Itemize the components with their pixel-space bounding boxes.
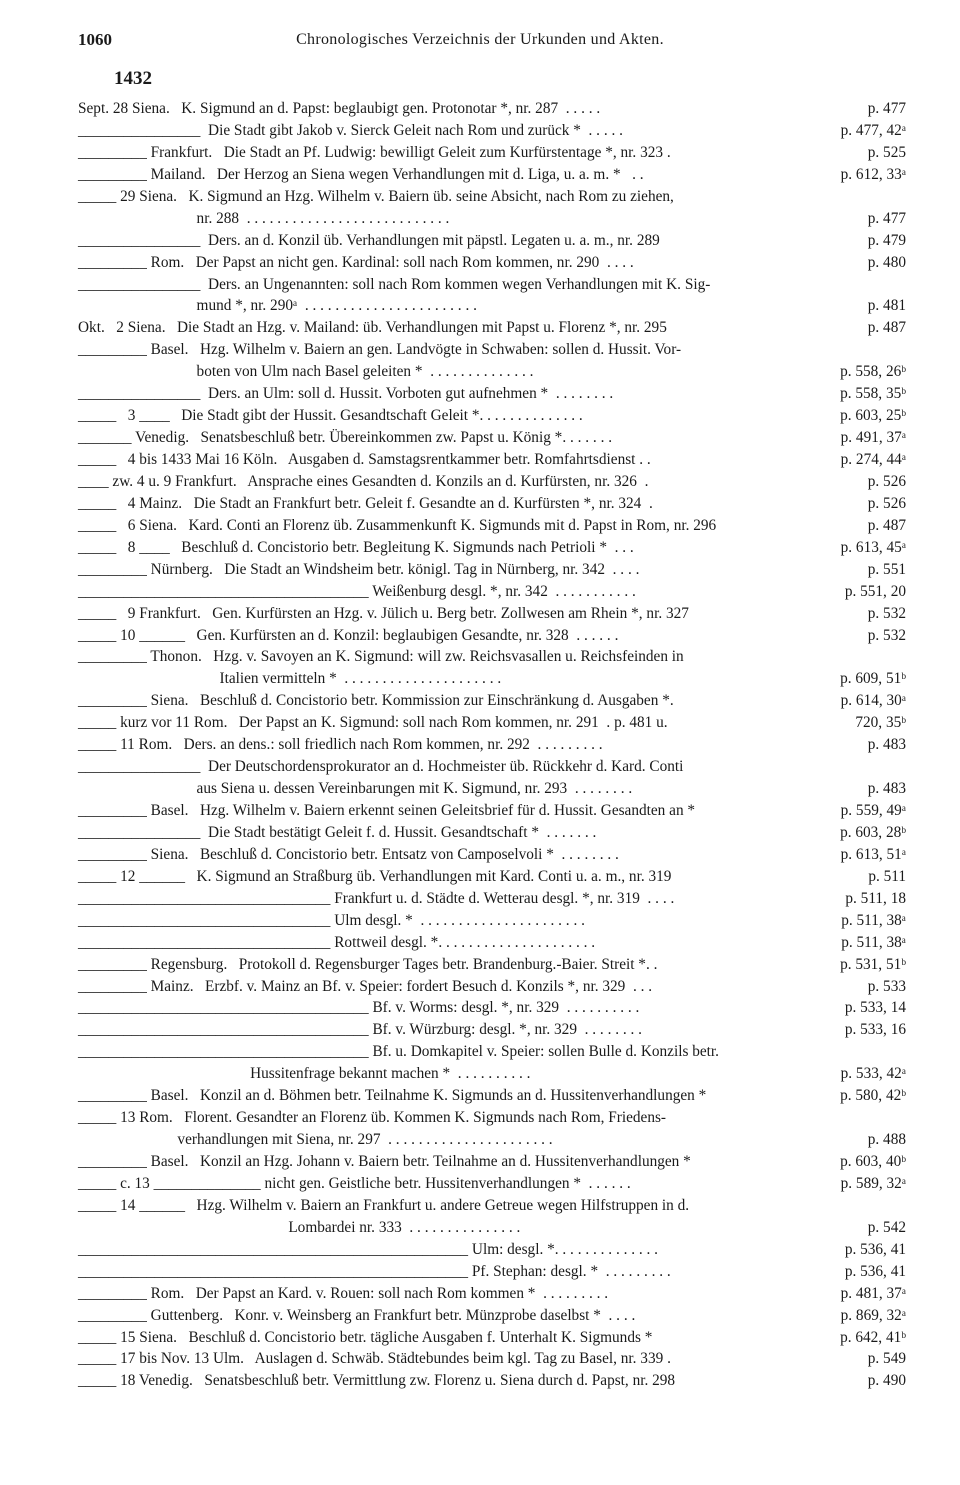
entry-text: _____ 12 ______ K. Sigmund an Straßburg üb. Verhandlungen mit Kard. Conti u. a. m., nr. 319	[78, 867, 672, 885]
entry-line	[0, 361, 960, 383]
entry-line	[0, 1327, 960, 1349]
entry-text: verhandlungen mit Siena, nr. 297 . . . . . . . . . . . . . . . . . . . . . .	[78, 1131, 553, 1149]
entry-line	[0, 339, 960, 361]
page-reference: p. 477	[867, 100, 906, 117]
entry-text: _________ Nürnberg. Die Stadt an Windsheim betr. königl. Tag in Nürnberg, nr. 342 . . . .	[78, 560, 640, 578]
entry-text: _________ Siena. Beschluß d. Concistorio betr. Kommission zur Einschränkung d. Ausgaben *.	[78, 692, 674, 710]
entry-line	[0, 1348, 960, 1370]
entry-line	[0, 252, 960, 274]
entry-line	[0, 1173, 960, 1195]
entry-text: ____ zw. 4 u. 9 Frankfurt. Ansprache eines Gesandten d. Konzils an d. Kurfürsten, nr. 326 .	[78, 472, 649, 490]
entry-line	[0, 910, 960, 932]
page-reference: p. 533	[867, 977, 906, 995]
entry-text: ___________________________________________________ Ulm: desgl. *. . . . . . . . . . . . . .	[78, 1240, 659, 1258]
entry-line	[0, 295, 960, 317]
entry-line	[0, 976, 960, 998]
entry-text: _________ Mailand. Der Herzog an Siena wegen Verhandlungen mit d. Liga, u. a. m. * . .	[78, 165, 644, 183]
page-reference: p. 869, 32ᵃ	[840, 1306, 906, 1324]
entry-text: _________ Siena. Beschluß d. Concistorio betr. Entsatz von Camposelvoli * . . . . . . . .	[78, 845, 619, 863]
page-reference: p. 603, 25ᵇ	[840, 407, 906, 425]
entry-line	[0, 317, 960, 339]
entry-line	[0, 1019, 960, 1041]
entry-text: _________ Regensburg. Protokoll d. Regensburger Tages betr. Brandenburg.-Baier. Streit *. .	[78, 955, 658, 973]
entry-line	[0, 1085, 960, 1107]
entry-text: _____ 29 Siena. K. Sigmund an Hzg. Wilhelm v. Baiern üb. seine Absicht, nach Rom zu ziehen,	[78, 187, 674, 205]
entry-text: nr. 288 . . . . . . . . . . . . . . . . . . . . . . . . . . .	[78, 209, 450, 227]
entry-line	[0, 274, 960, 296]
page-reference: p. 580, 42ᵇ	[840, 1087, 906, 1105]
entry-line	[0, 997, 960, 1019]
entry-text: mund *, nr. 290ᵃ . . . . . . . . . . . . . . . . . . . . . . .	[78, 297, 477, 315]
page-reference: p. 483	[867, 780, 906, 798]
page-reference: p. 551, 20	[844, 582, 906, 600]
page-number: 1060	[78, 30, 112, 49]
page-reference: p. 477, 42ᵃ	[840, 121, 906, 139]
entry-line	[0, 581, 960, 603]
entry-line	[0, 208, 960, 230]
entry-line	[0, 844, 960, 866]
entry-line	[0, 1195, 960, 1217]
entry-text: ________________ Ders. an d. Konzil üb. Verhandlungen mit päpstl. Legaten u. a. m., nr. 289	[78, 231, 660, 249]
entry-text: _____ 9 Frankfurt. Gen. Kurfürsten an Hzg. v. Jülich u. Berg betr. Zollwesen am Rhein *, nr. 327	[78, 604, 689, 622]
entry-text: ______________________________________ Bf. u. Domkapitel v. Speier: sollen Bulle d. Konzils betr.	[78, 1043, 720, 1061]
entry-line	[0, 559, 960, 581]
page-reference: p. 614, 30ᵃ	[840, 692, 906, 710]
page-reference: p. 536, 41	[844, 1240, 906, 1258]
entry-line	[0, 427, 960, 449]
entry-text: _________ Mainz. Erzbf. v. Mainz an Bf. v. Speier: fordert Besuch d. Konzils *, nr. 329 . . .	[78, 977, 653, 995]
page-reference: p. 479	[867, 231, 906, 249]
page-reference: p. 531, 51ᵇ	[840, 955, 906, 973]
page-reference: p. 549	[867, 1350, 906, 1368]
entry-line	[0, 1370, 960, 1392]
entry-line	[0, 449, 960, 471]
entry-text: Italien vermitteln * . . . . . . . . . . . . . . . . . . . . .	[78, 670, 502, 688]
entry-text: _____ c. 13 ______________ nicht gen. Geistliche betr. Hussitenverhandlungen * . . . . . .	[78, 1174, 631, 1192]
entry-line	[0, 888, 960, 910]
page-reference: p. 526	[867, 494, 906, 512]
entry-list	[0, 98, 960, 1392]
page-reference: p. 477	[867, 209, 906, 227]
page-reference: p. 511, 18	[845, 889, 906, 907]
entry-text: ________________ Ders. an Ungenannten: soll nach Rom kommen wegen Verhandlungen mit K. Sig-	[78, 275, 711, 293]
entry-line	[0, 625, 960, 647]
entry-text: ________________ Die Stadt bestätigt Geleit f. d. Hussit. Gesandtschaft * . . . . . . .	[78, 823, 597, 841]
page-reference: 720, 35ᵇ	[855, 714, 906, 732]
entry-text: Sept. 28 Siena. K. Sigmund an d. Papst: beglaubigt gen. Protonotar *, nr. 287 . . . . .	[78, 100, 601, 117]
page-reference: p. 488	[867, 1131, 906, 1149]
page-reference: p. 480	[867, 253, 906, 271]
entry-line	[0, 186, 960, 208]
entry-line	[0, 230, 960, 252]
page-reference: p. 511, 38ᵃ	[841, 933, 906, 951]
page-reference: p. 532	[867, 626, 906, 644]
entry-text: _____ 3 ____ Die Stadt gibt der Hussit. Gesandtschaft Geleit *. . . . . . . . . . . . . .	[78, 407, 583, 425]
entry-line	[0, 98, 960, 120]
entry-line	[0, 537, 960, 559]
entry-line	[0, 383, 960, 405]
page-reference: p. 558, 26ᵇ	[840, 363, 906, 381]
entry-text: _________ Rom. Der Papst an nicht gen. Kardinal: soll nach Rom kommen, nr. 290 . . . .	[78, 253, 634, 271]
entry-text: _________ Frankfurt. Die Stadt an Pf. Ludwig: bewilligt Geleit zum Kurfürstentage *, nr. 323 .	[78, 143, 671, 161]
entry-text: _____ 10 ______ Gen. Kurfürsten an d. Konzil: beglaubigen Gesandte, nr. 328 . . . . . .	[78, 626, 619, 644]
entry-line	[0, 405, 960, 427]
entry-line	[0, 603, 960, 625]
entry-line	[0, 471, 960, 493]
entry-line	[0, 932, 960, 954]
page-reference: p. 274, 44ᵃ	[840, 451, 906, 468]
entry-text: _____ 14 ______ Hzg. Wilhelm v. Baiern an Frankfurt u. andere Getreue wegen Hilfstruppen in d.	[78, 1196, 690, 1214]
entry-line	[0, 1261, 960, 1283]
entry-text: Okt. 2 Siena. Die Stadt an Hzg. v. Mailand: üb. Verhandlungen mit Papst u. Florenz *, nr. 295	[78, 319, 667, 337]
page-reference: p. 487	[867, 319, 906, 337]
entry-text: ___________________________________________________ Pf. Stephan: desgl. * . . . . . . . . .	[78, 1262, 671, 1280]
entry-line	[0, 120, 960, 142]
page-reference: p. 551	[867, 560, 906, 578]
page-reference: p. 613, 45ᵃ	[840, 538, 906, 556]
year-heading: 1432	[114, 68, 152, 89]
page-reference: p. 525	[867, 143, 906, 161]
entry-text: ________________ Ders. an Ulm: soll d. Hussit. Vorboten gut aufnehmen * . . . . . . . .	[78, 385, 614, 403]
entry-text: ________________ Die Stadt gibt Jakob v. Sierck Geleit nach Rom und zurück * . . . . .	[78, 121, 623, 139]
entry-line	[0, 142, 960, 164]
entry-line	[0, 866, 960, 888]
entry-text: ______________________________________ Weißenburg desgl. *, nr. 342 . . . . . . . . . . .	[78, 582, 636, 600]
page-reference: p. 603, 40ᵇ	[840, 1153, 906, 1170]
page-reference: p. 642, 41ᵇ	[840, 1328, 906, 1346]
page-reference: p. 612, 33ᵃ	[840, 165, 906, 183]
entry-line	[0, 822, 960, 844]
entry-line	[0, 493, 960, 515]
entry-line	[0, 690, 960, 712]
entry-line	[0, 646, 960, 668]
page-reference: p. 532	[867, 604, 906, 622]
entry-text: ______________________________________ Bf. v. Worms: desgl. *, nr. 329 . . . . . . . . . .	[78, 999, 640, 1017]
page-reference: p. 491, 37ᵃ	[840, 429, 906, 447]
entry-line	[0, 954, 960, 976]
entry-text: _______ Venedig. Senatsbeschluß betr. Übereinkommen zw. Papst u. König *. . . . . . .	[78, 429, 613, 447]
entry-text: _____ 15 Siena. Beschluß d. Concistorio betr. tägliche Ausgaben f. Unterhalt K. Sigmunds *	[78, 1328, 653, 1346]
entry-text: _________ Guttenberg. Konr. v. Weinsberg an Frankfurt betr. Münzprobe daselbst * . . . .	[78, 1306, 636, 1324]
entry-line	[0, 756, 960, 778]
page-reference: p. 533, 42ᵃ	[840, 1065, 906, 1083]
page-reference: p. 487	[867, 516, 906, 534]
page-reference: p. 559, 49ᵃ	[840, 802, 906, 819]
entry-line	[0, 712, 960, 734]
page-reference: p. 533, 16	[844, 1021, 906, 1039]
page-reference: p. 542	[867, 1218, 906, 1236]
entry-text: _____ 4 Mainz. Die Stadt an Frankfurt betr. Geleit f. Gesandte an d. Kurfürsten *, nr. 324 .	[78, 494, 653, 512]
entry-text: _____ 13 Rom. Florent. Gesandter an Florenz üb. Kommen K. Sigmunds nach Rom, Friedens-	[78, 1109, 667, 1127]
entry-line	[0, 515, 960, 537]
page-reference: p. 589, 32ᵃ	[840, 1174, 906, 1192]
page-reference: p. 481, 37ᵃ	[840, 1284, 906, 1302]
entry-text: Lombardei nr. 333 . . . . . . . . . . . . . . .	[78, 1218, 521, 1236]
entry-line	[0, 1107, 960, 1129]
entry-line	[0, 1305, 960, 1327]
entry-line	[0, 778, 960, 800]
entry-line	[0, 1217, 960, 1239]
entry-line	[0, 164, 960, 186]
page-reference: p. 526	[867, 472, 906, 490]
page-reference: p. 511, 38ᵃ	[841, 911, 906, 929]
entry-text: boten von Ulm nach Basel geleiten * . . . . . . . . . . . . . .	[78, 363, 534, 381]
entry-line	[0, 668, 960, 690]
entry-text: _____ 4 bis 1433 Mai 16 Köln. Ausgaben d. Samstagsrentkammer betr. Romfahrtsdienst . .	[78, 451, 651, 468]
entry-text: _____ kurz vor 11 Rom. Der Papst an K. Sigmund: soll nach Rom kommen, nr. 291 . p. 481 u.	[78, 714, 668, 732]
entry-text: _____ 8 ____ Beschluß d. Concistorio betr. Begleitung K. Sigmunds nach Petrioli * . . .	[78, 538, 634, 556]
entry-text: _________ Basel. Hzg. Wilhelm v. Baiern an gen. Landvögte in Schwaben: sollen d. Hussit. Vor-	[78, 341, 682, 359]
entry-text: aus Siena u. dessen Vereinbarungen mit K. Sigmund, nr. 293 . . . . . . . .	[78, 780, 633, 798]
entry-text: _________________________________ Frankfurt u. d. Städte d. Wetterau desgl. *, nr. 319 . . . .	[78, 889, 675, 907]
entry-text: _________ Basel. Hzg. Wilhelm v. Baiern erkennt seinen Geleitsbrief für d. Hussit. Gesandten an *	[78, 802, 696, 819]
entry-text: _____ 11 Rom. Ders. an dens.: soll friedlich nach Rom kommen, nr. 292 . . . . . . . . .	[78, 736, 603, 754]
page-reference: p. 483	[867, 736, 906, 754]
running-title: Chronologisches Verzeichnis der Urkunden und Akten.	[296, 31, 664, 48]
entry-text: ________________ Der Deutschordensprokurator an d. Hochmeister üb. Rückkehr d. Kard. Conti	[78, 758, 684, 776]
page-reference: p. 511	[868, 867, 906, 885]
entry-line	[0, 734, 960, 756]
entry-text: _________________________________ Rottweil desgl. *. . . . . . . . . . . . . . . . . . . . .	[78, 933, 596, 951]
page-reference: p. 609, 51ᵇ	[840, 670, 906, 688]
entry-line	[0, 1151, 960, 1173]
entry-line	[0, 1041, 960, 1063]
entry-line	[0, 1283, 960, 1305]
entry-text: Hussitenfrage bekannt machen * . . . . . . . . . .	[78, 1065, 531, 1083]
page-reference: p. 481	[867, 297, 906, 315]
entry-text: _____ 6 Siena. Kard. Conti an Florenz üb. Zusammenkunft K. Sigmunds mit d. Papst in Rom, nr. 296	[78, 516, 717, 534]
entry-text: _________ Basel. Konzil an d. Böhmen betr. Teilnahme K. Sigmunds an d. Hussitenverhandlungen *	[78, 1087, 707, 1105]
entry-text: _____ 18 Venedig. Senatsbeschluß betr. Vermittlung zw. Florenz u. Siena durch d. Papst, nr. 298	[78, 1372, 676, 1390]
page-reference: p. 603, 28ᵇ	[840, 823, 906, 841]
entry-text: ______________________________________ Bf. v. Würzburg: desgl. *, nr. 329 . . . . . . . .	[78, 1021, 642, 1039]
entry-line	[0, 800, 960, 822]
entry-text: _________ Basel. Konzil an Hzg. Johann v. Baiern betr. Teilnahme an d. Hussitenverhandlungen *	[78, 1153, 691, 1170]
entry-line	[0, 1239, 960, 1261]
page-reference: p. 536, 41	[844, 1262, 906, 1280]
entry-text: _________ Rom. Der Papst an Kard. v. Rouen: soll nach Rom kommen * . . . . . . . . .	[78, 1284, 609, 1302]
entry-text: _________________________________ Ulm desgl. * . . . . . . . . . . . . . . . . . . . . . .	[78, 911, 585, 929]
entry-text: _________ Thonon. Hzg. v. Savoyen an K. Sigmund: will zw. Reichsvasallen u. Reichsfeinden in	[78, 648, 684, 666]
page-reference: p. 558, 35ᵇ	[840, 385, 906, 403]
page-reference: p. 533, 14	[844, 999, 906, 1017]
page-reference: p. 613, 51ᵃ	[840, 845, 906, 863]
entry-line	[0, 1063, 960, 1085]
entry-line	[0, 1129, 960, 1151]
entry-text: _____ 17 bis Nov. 13 Ulm. Auslagen d. Schwäb. Städtebundes beim kgl. Tag zu Basel, nr. 339 .	[78, 1350, 671, 1368]
page-reference: p. 490	[867, 1372, 906, 1390]
